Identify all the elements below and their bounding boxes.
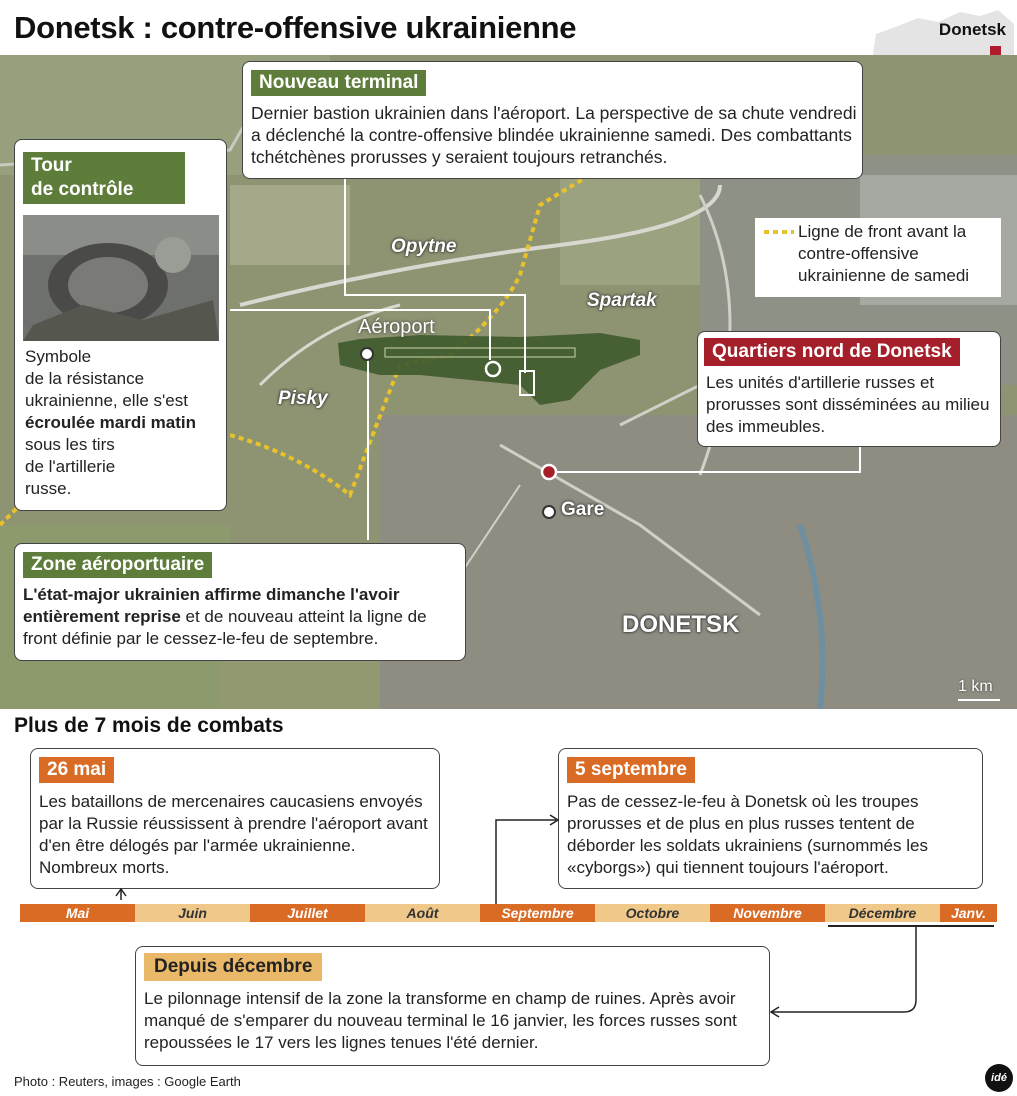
inset-city-label: Donetsk [938, 20, 1006, 39]
month-september: Septembre [480, 904, 595, 922]
event-december-box [135, 946, 770, 1066]
month-november: Novembre [710, 904, 825, 922]
north-districts-box [697, 331, 1001, 447]
control-tower-photo [23, 215, 219, 341]
control-tower-title: Tour de contrôle [23, 152, 185, 204]
place-donetsk: DONETSK [622, 611, 740, 638]
front-line-swatch-icon [764, 229, 794, 235]
month-january: Janv. [940, 904, 997, 922]
month-july: Juillet [250, 904, 365, 922]
place-airport: Aéroport [358, 316, 435, 338]
legend-text: Ligne de front avant la contre-offensive ukrainienne de samedi [798, 222, 970, 285]
control-tower-box [14, 139, 227, 511]
photo-credit: Photo : Reuters, images : Google Earth [14, 1074, 241, 1089]
event-december-date: Depuis décembre [144, 953, 322, 981]
event-may-date: 26 mai [39, 757, 114, 783]
month-june: Juin [135, 904, 250, 922]
place-pisky: Pisky [278, 388, 328, 409]
timeline-bar [20, 904, 997, 922]
legend [755, 218, 1001, 297]
north-districts-title: Quartiers nord de Donetsk [704, 338, 960, 366]
airport-zone-title: Zone aéroportuaire [23, 552, 212, 578]
place-spartak: Spartak [587, 290, 657, 311]
scale-label: 1 km [958, 678, 993, 695]
event-september-text: Pas de cessez-le-feu à Donetsk où les troupes prorusses et de plus en plus russes tentent de déborder les soldats ukrainiens (surnommés les «cyborgs») qui tiennent toujours l'aéroport. [567, 792, 928, 877]
event-december-text: Le pilonnage intensif de la zone la transforme en champ de ruines. Après avoir manqué de s'emparer du nouveau terminal le 16 janvier, les forces russes sont repoussées le 17 vers les lignes tenues l'été dernier. [144, 989, 737, 1052]
new-terminal-title: Nouveau terminal [251, 70, 426, 96]
airport-zone-text: L'état-major ukrainien affirme dimanche l'avoir entièrement reprise et de nouveau atteint la ligne de front définie par le cessez-le-feu de septembre. [23, 585, 427, 648]
timeline-heading: Plus de 7 mois de combats [14, 714, 284, 737]
month-october: Octobre [595, 904, 710, 922]
satellite-map [0, 55, 1017, 709]
north-districts-text: Les unités d'artillerie russes et prorusses sont disséminées au milieu des immeubles. [706, 373, 990, 436]
event-may-text: Les bataillons de mercenaires caucasiens envoyés par la Russie réussissent à prendre l'aéroport avant d'en être délogés par l'armée ukrainienne. Nombreux morts. [39, 792, 428, 877]
control-tower-text: Symbole de la résistance ukrainienne, elle s'est écroulée mardi matin sous les tirs de l'artillerie russe. [25, 347, 197, 498]
new-terminal-text: Dernier bastion ukrainien dans l'aéroport. La perspective de sa chute vendredi a déclenché la contre-offensive blindée ukrainienne samedi. Des combattants tchétchènes prorusses y seraient toujours retranchés. [251, 103, 857, 167]
airport-marker-icon [360, 347, 374, 361]
month-august: Août [365, 904, 480, 922]
new-terminal-box [242, 61, 863, 179]
station-marker-icon [542, 505, 556, 519]
place-gare: Gare [561, 499, 605, 520]
publisher-logo: idé [985, 1064, 1013, 1092]
place-opytne: Opytne [391, 236, 457, 257]
month-may: Mai [20, 904, 135, 922]
event-september-date: 5 septembre [567, 757, 695, 783]
airport-zone-box [14, 543, 466, 661]
month-december: Décembre [825, 904, 940, 922]
page-title: Donetsk : contre-offensive ukrainienne [14, 10, 577, 45]
